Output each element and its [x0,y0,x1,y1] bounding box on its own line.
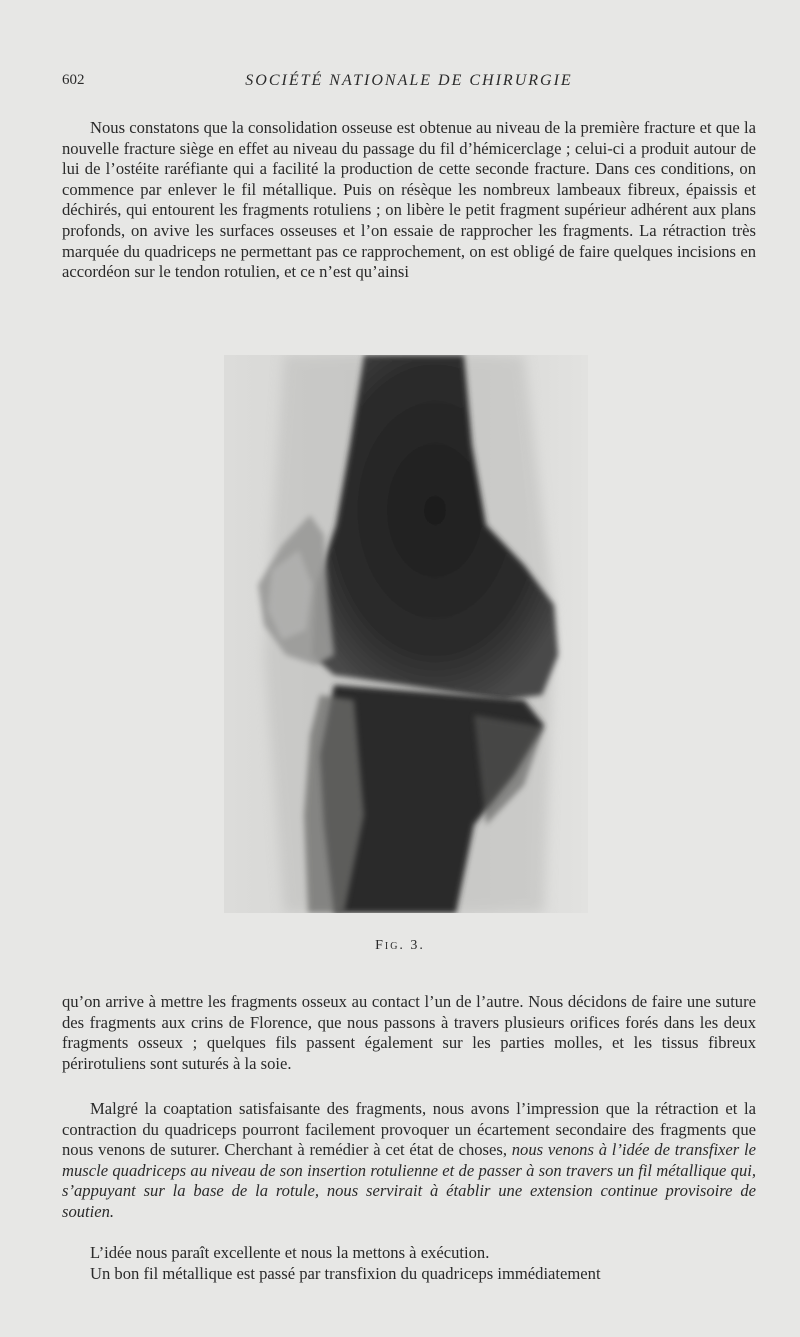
paragraph-suture: qu’on arrive à mettre les fragments osseux au contact l’un de l’autre. Nous décidons de faire une suture des fragments aux crins de Florence, que nous passons à travers plusieurs orifices forés dans les deux fragments osseux ; quelques fils passent également sur les parties molles, et les tissus fibreux périrotuliens sont suturés à la soie. [62,992,756,1073]
page-number: 602 [62,72,85,88]
paragraph-coaptation-italic: nous venons à l’idée de transfixer le muscle quadriceps au niveau de son insertion rotulienne et de passer à son travers un fil métallique qui, s’appuyant sur la base de la rotule, nous servirait à établir une extension continue provisoire de soutien. [62,1140,756,1221]
figure-caption: Fig. 3. [375,938,425,953]
paragraph-coaptation-roman: Malgré la coaptation satisfaisante des fragments, nous avons l’impression que la rétraction et la contraction du quadriceps pourront facilement provoquer un écartement secondaire des fragments que nous venons de suturer. Cherchant à remédier à cet état de choses, [62,1099,756,1160]
paragraph-transfixion: Un bon fil métallique est passé par transfixion du quadriceps immédiatement [90,1264,601,1283]
page-header [62,72,756,94]
paragraph-consolidation: Nous constatons que la consolidation osseuse est obtenue au niveau de la première fracture et que la nouvelle fracture siège en effet au niveau du passage du fil d’hémicerclage ; celui-ci a produit autour de lui de l’ostéite raréfiante qui a facilité la production de cette seconde fracture. Dans ces conditions, on commence par enlever le fil métallique. Puis on résèque les nombreux lambeaux fibreux, épaissis et déchirés, qui entourent les fragments rotuliens ; on libère le petit fragment supérieur adhérent aux plans profonds, on avive les surfaces osseuses et l’on essaie de rapprocher les fragments. La rétraction très marquée du quadriceps ne permettant pas ce rapprochement, on est obligé de faire quelques incisions en accordéon sur le tendon rotulien, et ce n’est qu’ainsi [62,118,756,282]
knee-radiograph-image [224,355,588,913]
running-title: SOCIÉTÉ NATIONALE DE CHIRURGIE [245,72,573,89]
knee-radiograph-figure [224,355,588,913]
paragraph-idea: L’idée nous paraît excellente et nous la mettons à exécution. [90,1243,490,1262]
paragraph-coaptation [62,1099,756,1223]
